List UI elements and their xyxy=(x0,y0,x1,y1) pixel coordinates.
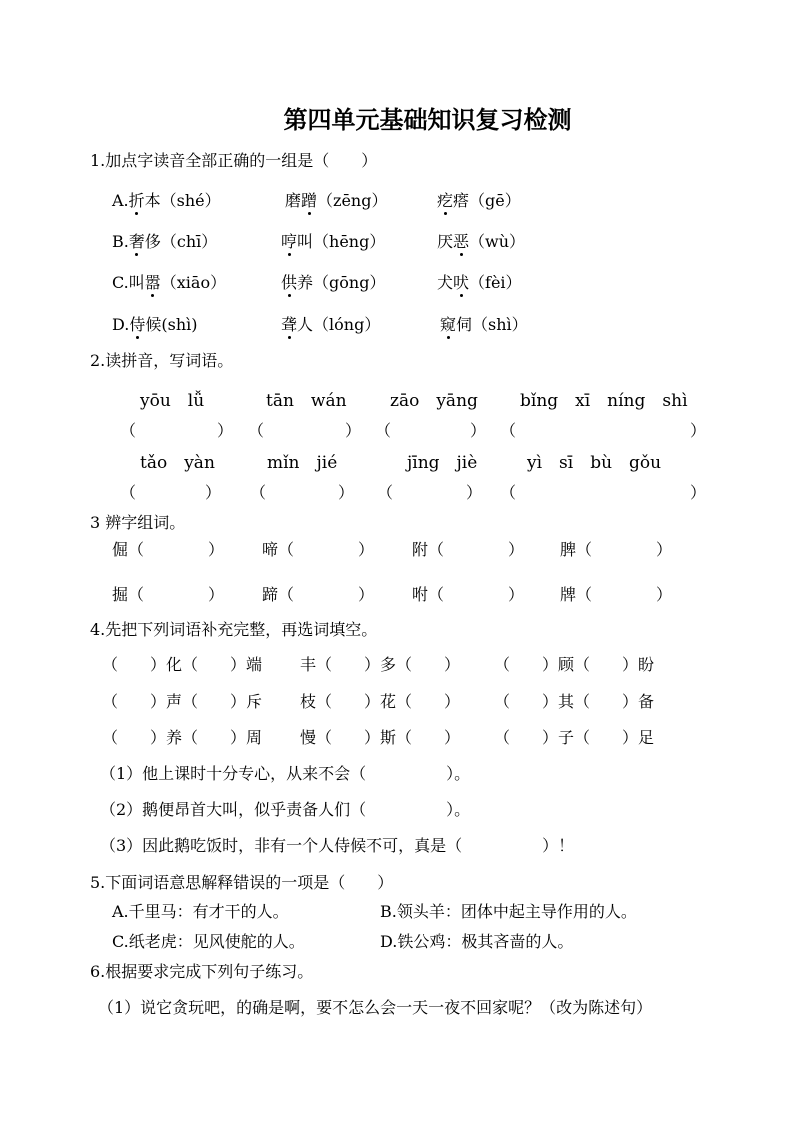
answer-box-6-open: （ xyxy=(250,483,267,502)
q5-option-b: B.领头羊：团体中起主导作用的人。 xyxy=(380,902,637,921)
q1-option-d-item-2: 聋人（lóng） xyxy=(281,315,381,334)
pinyin-6: mǐn jié xyxy=(267,453,338,473)
word-pair-1b: 掘（ ） xyxy=(112,585,225,604)
q5-option-c: C.纸老虎：见风使舵的人。 xyxy=(112,932,305,951)
answer-box-4-close: ） xyxy=(690,421,707,440)
q1-option-a-item-1: A.折本（shé） xyxy=(112,191,221,210)
q1-option-b-item-2: 哼叫（hēng） xyxy=(281,232,386,251)
answer-box-3-open: （ xyxy=(375,421,392,440)
answer-box-2-open: （ xyxy=(248,421,265,440)
question-5-stem: 5.下面词语意思解释错误的一项是（ ） xyxy=(90,873,394,892)
q1-option-b-item-1: B.奢侈（chī） xyxy=(112,232,218,251)
idiom-3-1: （ ）养（ ）周 xyxy=(102,728,263,747)
idiom-2-1: （ ）声（ ）斥 xyxy=(102,692,263,711)
question-3-stem: 3 辨字组词。 xyxy=(90,513,186,532)
q1-option-c-item-2: 供养（gōng） xyxy=(281,273,386,292)
word-pair-2b: 蹄（ ） xyxy=(262,585,375,604)
question-1-stem: 1.加点字读音全部正确的一组是（ ） xyxy=(90,151,378,170)
answer-box-2-close: ） xyxy=(345,421,362,440)
fill-sentence-2: （2）鹅便昂首大叫，似乎责备人们（ ）。 xyxy=(100,800,471,819)
idiom-1-2: 丰（ ）多（ ） xyxy=(300,655,461,674)
question-4-stem: 4.先把下列词语补充完整，再选词填空。 xyxy=(90,620,378,639)
idiom-2-2: 枝（ ）花（ ） xyxy=(300,692,461,711)
fill-sentence-1: （1）他上课时十分专心，从来不会（ ）。 xyxy=(100,764,471,783)
q1-option-c-item-3: 犬吠（fèi） xyxy=(437,273,522,292)
answer-box-1-close: ） xyxy=(217,421,234,440)
word-pair-2a: 啼（ ） xyxy=(262,540,375,559)
pinyin-5: tǎo yàn xyxy=(140,453,215,473)
word-pair-3b: 咐（ ） xyxy=(412,585,525,604)
answer-box-5-close: ） xyxy=(205,483,222,502)
pinyin-7: jīng jiè xyxy=(407,453,478,473)
answer-box-5-open: （ xyxy=(120,483,137,502)
pinyin-4: bǐng xī níng shì xyxy=(520,391,688,411)
q5-option-a: A.千里马：有才干的人。 xyxy=(112,902,289,921)
idiom-2-3: （ ）其（ ）备 xyxy=(494,692,655,711)
word-pair-1a: 倔（ ） xyxy=(112,540,225,559)
pinyin-1: yōu lǚ xyxy=(140,391,205,411)
q1-option-d-item-3: 窥伺（shì） xyxy=(440,315,528,334)
answer-box-3-close: ） xyxy=(470,421,487,440)
q1-option-c-item-1: C.叫嚣（xiāo） xyxy=(112,273,227,292)
question-6-stem: 6.根据要求完成下列句子练习。 xyxy=(90,962,314,981)
answer-box-6-close: ） xyxy=(338,483,355,502)
answer-box-7-open: （ xyxy=(377,483,394,502)
answer-box-8-open: （ xyxy=(500,483,517,502)
q1-option-a-item-3: 疙瘩（gē） xyxy=(437,191,521,210)
page-title: 第四单元基础知识复习检测 xyxy=(283,105,572,134)
pinyin-3: zāo yāng xyxy=(390,391,478,411)
idiom-1-3: （ ）顾（ ）盼 xyxy=(494,655,655,674)
answer-box-8-close: ） xyxy=(690,483,707,502)
q5-option-d: D.铁公鸡：极其吝啬的人。 xyxy=(380,932,574,951)
pinyin-2: tān wán xyxy=(266,391,347,411)
q1-option-b-item-3: 厌恶（wù） xyxy=(437,232,526,251)
fill-sentence-3: （3）因此鹅吃饭时，非有一个人侍候不可，真是（ ）！ xyxy=(100,836,575,855)
idiom-3-2: 慢（ ）斯（ ） xyxy=(300,728,461,747)
word-pair-3a: 附（ ） xyxy=(412,540,525,559)
idiom-3-3: （ ）子（ ）足 xyxy=(494,728,655,747)
answer-box-4-open: （ xyxy=(500,421,517,440)
question-2-stem: 2.读拼音，写词语。 xyxy=(90,351,234,370)
answer-box-7-close: ） xyxy=(466,483,483,502)
q1-option-d-item-1: D.侍候(shì) xyxy=(112,315,198,334)
answer-box-1-open: （ xyxy=(120,421,137,440)
q1-option-a-item-2: 磨蹭（zēng） xyxy=(285,191,388,210)
word-pair-4a: 脾（ ） xyxy=(560,540,673,559)
pinyin-8: yì sī bù gǒu xyxy=(527,453,662,473)
q6-item-1: （1）说它贪玩吧，的确是啊，要不怎么会一天一夜不回家呢？（改为陈述句） xyxy=(98,998,653,1017)
word-pair-4b: 牌（ ） xyxy=(560,585,673,604)
idiom-1-1: （ ）化（ ）端 xyxy=(102,655,263,674)
